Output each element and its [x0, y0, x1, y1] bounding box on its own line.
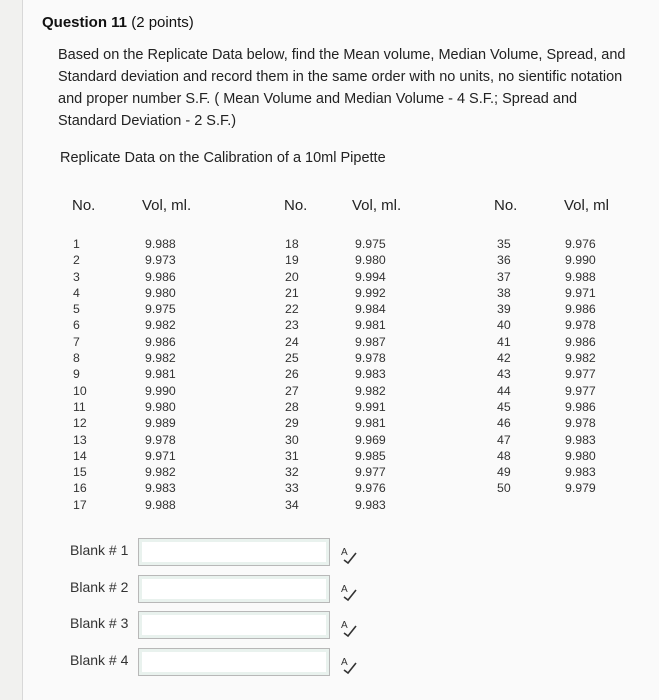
- svg-text:A: A: [341, 657, 348, 668]
- table-cell: 9.977: [355, 465, 386, 480]
- table-cell: 41: [497, 334, 511, 349]
- table-cell: 9.980: [355, 253, 386, 268]
- table-cell: 49: [497, 465, 511, 480]
- table-cell: 9.982: [355, 383, 386, 398]
- blank-2-label: Blank # 2: [70, 579, 129, 595]
- table-cell: 5: [73, 302, 80, 317]
- spellcheck-icon[interactable]: [340, 545, 358, 565]
- table-cell: 6: [73, 318, 80, 333]
- table-cell: 8: [73, 351, 80, 366]
- blank-3-input[interactable]: [138, 611, 330, 639]
- table-cell: 9.977: [565, 383, 596, 398]
- svg-text:A: A: [341, 620, 348, 631]
- table-cell: 9.986: [145, 269, 176, 284]
- table-cell: 16: [73, 481, 87, 496]
- table-cell: 45: [497, 399, 511, 414]
- table-cell: 9.979: [565, 481, 596, 496]
- table-cell: 29: [285, 416, 299, 431]
- table-cell: 9.980: [565, 448, 596, 463]
- table-cell: 12: [73, 416, 87, 431]
- table-cell: 9.978: [565, 416, 596, 431]
- table-cell: 14: [73, 448, 87, 463]
- table-cell: 9.994: [355, 269, 386, 284]
- table-cell: 9.983: [565, 465, 596, 480]
- table-cell: 9.983: [145, 481, 176, 496]
- table-cell: 30: [285, 432, 299, 447]
- table-title: Replicate Data on the Calibration of a 10ml Pipette: [60, 150, 386, 166]
- question-title: Question 11 (2 points): [42, 14, 194, 31]
- table-cell: 9.971: [565, 285, 596, 300]
- table-cell: 9.978: [145, 432, 176, 447]
- table-cell: 36: [497, 253, 511, 268]
- table-cell: 33: [285, 481, 299, 496]
- table-cell: 1: [73, 237, 80, 251]
- table-cell: 9.990: [565, 253, 596, 268]
- table-cell: 9.985: [355, 448, 386, 463]
- spellcheck-icon[interactable]: [340, 655, 358, 675]
- table-cell: 18: [285, 237, 299, 251]
- group1-vol-column: [145, 236, 176, 513]
- header-vol-3: Vol, ml: [564, 197, 610, 214]
- table-cell: 43: [497, 367, 511, 382]
- table-cell: 9.969: [355, 432, 386, 447]
- table-cell: 9.975: [145, 302, 176, 317]
- table-cell: 28: [285, 399, 299, 414]
- table-cell: 35: [497, 237, 511, 251]
- header-no-1: No.: [72, 197, 96, 214]
- table-cell: 27: [285, 383, 299, 398]
- blank-1-label: Blank # 1: [70, 542, 129, 558]
- table-cell: 46: [497, 416, 511, 431]
- svg-text:A: A: [341, 547, 348, 558]
- table-cell: 7: [73, 334, 80, 349]
- table-cell: 9.975: [355, 237, 386, 251]
- table-cell: 31: [285, 448, 299, 463]
- group1-no-column: [73, 236, 87, 513]
- table-cell: 25: [285, 351, 299, 366]
- table-cell: 3: [73, 269, 80, 284]
- table-cell: 9.988: [145, 237, 176, 251]
- blank-3-label: Blank # 3: [70, 615, 129, 631]
- table-cell: 9.982: [145, 465, 176, 480]
- table-cell: 9.986: [565, 399, 596, 414]
- table-cell: 9.982: [145, 318, 176, 333]
- blank-2-input[interactable]: [138, 575, 330, 603]
- table-cell: 9.978: [565, 318, 596, 333]
- question-text: Based on the Replicate Data below, find the Mean volume, Median Volume, Spread, and Standard deviation and record them in the same order with no units, no sientific notation and proper number S.F. ( Mean Volume and Median Volume - 4 S.F.; Spread and Standard Deviation - 2 S.F.): [58, 47, 626, 129]
- table-cell: 9.989: [145, 416, 176, 431]
- group3-vol-column: [565, 236, 596, 497]
- table-cell: 47: [497, 432, 511, 447]
- table-cell: 9.983: [565, 432, 596, 447]
- table-cell: 9.978: [355, 351, 386, 366]
- table-cell: 23: [285, 318, 299, 333]
- table-cell: 39: [497, 302, 511, 317]
- group2-no-column: [285, 236, 299, 513]
- table-cell: 42: [497, 351, 511, 366]
- table-cell: 13: [73, 432, 87, 447]
- svg-text:A: A: [341, 584, 348, 595]
- table-cell: 22: [285, 302, 299, 317]
- table-cell: 11: [73, 399, 86, 414]
- table-cell: 38: [497, 285, 511, 300]
- blank-1-input[interactable]: [138, 538, 330, 566]
- table-cell: 48: [497, 448, 511, 463]
- table-cell: 24: [285, 334, 299, 349]
- group3-no-column: [497, 236, 511, 497]
- table-cell: 34: [285, 497, 299, 512]
- table-cell: 9.980: [145, 285, 176, 300]
- table-cell: 44: [497, 383, 511, 398]
- header-no-3: No.: [494, 197, 518, 214]
- table-cell: 26: [285, 367, 299, 382]
- table-cell: 9.976: [355, 481, 386, 496]
- table-cell: 9.977: [565, 367, 596, 382]
- table-cell: 9.983: [355, 497, 386, 512]
- table-cell: 37: [497, 269, 511, 284]
- table-cell: 9.976: [565, 237, 596, 251]
- table-cell: 19: [285, 253, 299, 268]
- table-cell: 9.981: [145, 367, 176, 382]
- table-cell: 10: [73, 383, 87, 398]
- spellcheck-icon[interactable]: [340, 582, 358, 602]
- table-cell: 9.986: [145, 334, 176, 349]
- header-vol-1: Vol, ml.: [142, 197, 192, 214]
- table-cell: 9.990: [145, 383, 176, 398]
- table-cell: 17: [73, 497, 87, 512]
- spellcheck-icon[interactable]: [340, 618, 358, 638]
- table-cell: 4: [73, 285, 80, 300]
- blank-4-label: Blank # 4: [70, 652, 129, 668]
- table-cell: 9.982: [565, 351, 596, 366]
- table-cell: 9.981: [355, 318, 386, 333]
- table-cell: 9.992: [355, 285, 386, 300]
- table-cell: 9.982: [145, 351, 176, 366]
- blank-4-input[interactable]: [138, 648, 330, 676]
- table-cell: 15: [73, 465, 87, 480]
- table-cell: 9.991: [355, 399, 386, 414]
- table-cell: 20: [285, 269, 299, 284]
- header-no-2: No.: [284, 197, 308, 214]
- table-cell: 9.973: [145, 253, 176, 268]
- table-cell: 9.980: [145, 399, 176, 414]
- table-cell: 40: [497, 318, 511, 333]
- table-cell: 9.981: [355, 416, 386, 431]
- table-cell: 9.988: [565, 269, 596, 284]
- group2-vol-column: [355, 236, 386, 513]
- table-cell: 21: [285, 285, 299, 300]
- table-cell: 9.988: [145, 497, 176, 512]
- table-cell: 9.984: [355, 302, 386, 317]
- table-cell: 9.971: [145, 448, 176, 463]
- table-cell: 9.986: [565, 302, 596, 317]
- table-cell: 9: [73, 367, 80, 382]
- table-cell: 32: [285, 465, 299, 480]
- table-cell: 2: [73, 253, 80, 268]
- table-cell: 9.983: [355, 367, 386, 382]
- table-cell: 50: [497, 481, 511, 496]
- header-vol-2: Vol, ml.: [352, 197, 402, 214]
- table-cell: 9.987: [355, 334, 386, 349]
- table-cell: 9.986: [565, 334, 596, 349]
